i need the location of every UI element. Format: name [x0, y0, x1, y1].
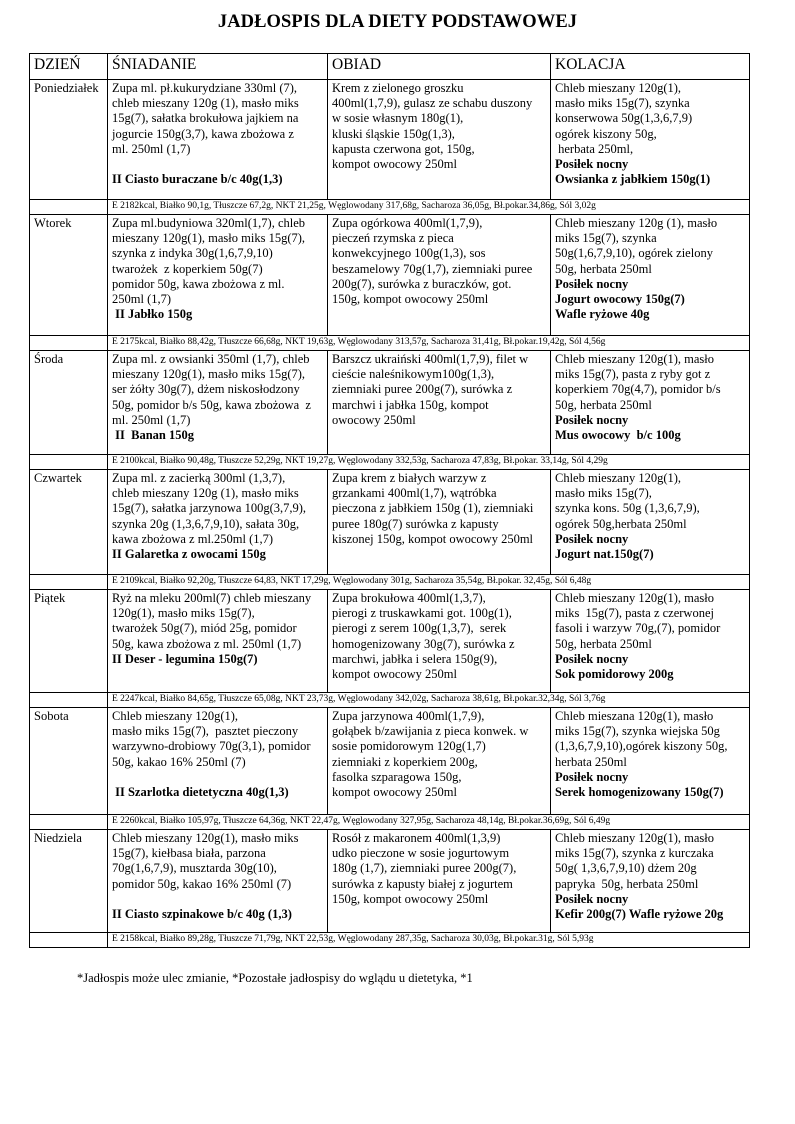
breakfast-cell	[108, 590, 328, 693]
meal-line: chleb mieszany 120g (1), masło miks	[112, 96, 299, 111]
meal-line: Zupa jarzynowa 400ml(1,7,9),	[332, 709, 485, 723]
lunch-cell	[328, 80, 551, 200]
nutrition-row	[30, 575, 750, 590]
meal-line: kompot owocowy 250ml	[332, 785, 457, 800]
meal-line: herbata 250ml	[555, 754, 627, 769]
meal-line: Zupa ml. z zacierką 300ml (1,3,7),	[112, 471, 286, 485]
meal-line-bold: II Galaretka z owocami 150g	[112, 547, 266, 562]
lunch-cell	[328, 351, 551, 455]
meal-line: mieszany 120g(1), masło miks 15g(7),	[112, 231, 306, 246]
meal-line: twarożek z koperkiem 50g(7)	[112, 261, 263, 276]
meal-line: szynka 20g (1,3,6,7,9,10), sałata 30g,	[112, 516, 300, 531]
nutrition-summary: E 2260kcal, Białko 105,97g, Tłuszcze 64,36g, NKT 22,47g, Węglowodany 327,95g, Sacharoza 48,14g, Bł.pokar.36,69g, Sól 6,49g	[108, 815, 750, 830]
meal-line: konwekcyjnego 100g(1,3), sos	[332, 246, 486, 261]
meal-line: beszamelowy 70g(1,7), ziemniaki puree	[332, 261, 533, 276]
day-row	[30, 830, 750, 933]
menu-table	[29, 53, 750, 948]
meal-line	[112, 157, 323, 172]
dinner-cell	[551, 590, 750, 693]
meal-line: miks 15g(7), pasta z ryby got z	[555, 367, 711, 382]
day-row	[30, 351, 750, 455]
meal-line-bold: Owsianka z jabłkiem 150g(1)	[555, 172, 711, 187]
meal-line: 50g(1,6,7,9,10), ogórek zielony	[555, 246, 713, 261]
meal-line: ml. 250ml (1,7)	[112, 141, 191, 156]
meal-line: masło miks 15g(7),	[555, 486, 652, 501]
lunch-cell	[328, 470, 551, 575]
dinner-cell	[551, 351, 750, 455]
nutrition-row	[30, 815, 750, 830]
meal-line: miks 15g(7), pasta z czerwonej	[555, 606, 714, 621]
meal-line-bold: Jogurt owocowy 150g(7)	[555, 292, 685, 307]
meal-line: w sosie własnym 180g(1),	[332, 111, 464, 126]
meal-line: ml. 250ml (1,7)	[112, 412, 191, 427]
meal-line-bold: Posiłek nocny	[555, 769, 629, 784]
header-row	[30, 54, 750, 80]
breakfast-cell	[108, 215, 328, 336]
meal-line: Chleb mieszany 120g(1),	[555, 81, 682, 95]
meal-line: papryka 50g, herbata 250ml	[555, 876, 699, 891]
meal-line: fasolka szparagowa 150g,	[332, 769, 462, 784]
meal-line: Chleb mieszany 120g(1), masło	[555, 352, 714, 366]
meal-line: kluski śląskie 150g(1,3),	[332, 126, 455, 141]
meal-line-bold: II Jabłko 150g	[112, 307, 193, 322]
nutrition-summary: E 2182kcal, Białko 90,1g, Tłuszcze 67,2g, NKT 21,25g, Węglowodany 317,68g, Sacharoza 36,05g, Bł.pokar.34,86g, Sól 3,02g	[108, 200, 750, 215]
nutrition-row	[30, 336, 750, 351]
meal-line: grzankami 400ml(1,7), wątróbka	[332, 486, 497, 501]
nutrition-row	[30, 933, 750, 948]
nutrition-row	[30, 200, 750, 215]
meal-line: 150g, kompot owocowy 250ml	[332, 292, 489, 307]
meal-line: Chleb mieszany 120g(1),	[112, 709, 239, 723]
meal-line: Rosół z makaronem 400ml(1,3,9)	[332, 831, 501, 845]
dinner-cell	[551, 80, 750, 200]
day-name: Środa	[30, 351, 108, 455]
meal-line-bold: Posiłek nocny	[555, 157, 629, 172]
nutrition-spacer	[30, 200, 108, 215]
dinner-cell	[551, 830, 750, 933]
meal-line-bold: II Ciasto buraczane b/c 40g(1,3)	[112, 172, 283, 187]
meal-line: 180g (1,7), ziemniaki puree 200g(7),	[332, 861, 517, 876]
header-lunch: OBIAD	[328, 54, 551, 80]
meal-line: koperkiem 70g(4,7), pomidor b/s	[555, 382, 721, 397]
meal-line: (1,3,6,7,9,10),ogórek kiszony 50g,	[555, 739, 728, 754]
meal-line: twarożek 50g(7), miód 25g, pomidor	[112, 621, 297, 636]
meal-line: Chleb mieszany 120g(1), masło miks	[112, 831, 299, 845]
lunch-cell	[328, 590, 551, 693]
day-row	[30, 590, 750, 693]
meal-line: 15g(7), sałatka brokułowa jajkiem na	[112, 111, 299, 126]
meal-line: Chleb mieszany 120g (1), masło	[555, 216, 718, 230]
meal-line: marchwi, jabłka i selera 150g(9),	[332, 651, 498, 666]
meal-line: sosie pomidorowym 120g(1,7)	[332, 739, 486, 754]
meal-line: miks 15g(7), szynka	[555, 231, 657, 246]
meal-line-bold: II Ciasto szpinakowe b/c 40g (1,3)	[112, 907, 292, 922]
day-name: Czwartek	[30, 470, 108, 575]
day-name: Wtorek	[30, 215, 108, 336]
meal-line: pierogi z serem 100g(1,3,7), serek	[332, 621, 507, 636]
day-name: Sobota	[30, 708, 108, 815]
header-breakfast: ŚNIADANIE	[108, 54, 328, 80]
meal-line: herbata 250ml,	[555, 141, 634, 156]
breakfast-cell	[108, 830, 328, 933]
meal-line: kapusta czerwona got, 150g,	[332, 141, 475, 156]
day-name: Poniedziałek	[30, 80, 108, 200]
meal-line-bold: Posiłek nocny	[555, 651, 629, 666]
meal-line: pomidor 50g, kawa zbożowa z ml.	[112, 276, 285, 291]
meal-line: udko pieczone w sosie jogurtowym	[332, 846, 510, 861]
meal-line	[112, 770, 323, 785]
meal-line-bold: Posiłek nocny	[555, 891, 629, 906]
meal-line: 50g, kawa zbożowa z ml. 250ml (1,7)	[112, 636, 302, 651]
page-title: JADŁOSPIS DLA DIETY PODSTAWOWEJ	[217, 12, 578, 32]
day-name: Piątek	[30, 590, 108, 693]
day-row	[30, 470, 750, 575]
meal-line: kiszonej 150g, kompot owocowy 250ml	[332, 531, 534, 546]
meal-line: ziemniaki z koperkiem 200g,	[332, 754, 478, 769]
meal-line: miks 15g(7), szynka wiejska 50g	[555, 724, 720, 739]
day-row	[30, 215, 750, 336]
nutrition-spacer	[30, 693, 108, 708]
meal-line: ogórek 50g,herbata 250ml	[555, 516, 687, 531]
meal-line: szynka kons. 50g (1,3,6,7,9),	[555, 501, 700, 516]
meal-line	[112, 892, 323, 907]
meal-line: 400ml(1,7,9), gulasz ze schabu duszony	[332, 96, 533, 111]
meal-line: 200g(7), surówka z buraczków, got.	[332, 276, 512, 291]
nutrition-summary: E 2109kcal, Białko 92,20g, Tłuszcze 64,83, NKT 17,29g, Węglowodany 301g, Sacharoza 35,54g, Bł.pokar. 32,45g, Sól 6,48g	[108, 575, 750, 590]
meal-line: 50g, kakao 16% 250ml (7)	[112, 754, 246, 769]
meal-line: miks 15g(7), szynka z kurczaka	[555, 846, 714, 861]
meal-line: pomidor 50g, kakao 16% 250ml (7)	[112, 876, 292, 891]
meal-line: ziemniaki puree 200g(7), surówka z	[332, 382, 513, 397]
breakfast-cell	[108, 470, 328, 575]
nutrition-summary: E 2100kcal, Białko 90,48g, Tłuszcze 52,29g, NKT 19,27g, Węglowodany 332,53g, Sacharoza 47,83g, Bł.pokar. 33,14g, Sól 4,29g	[108, 455, 750, 470]
lunch-cell	[328, 215, 551, 336]
meal-line: Zupa ml.budyniowa 320ml(1,7), chleb	[112, 216, 306, 230]
breakfast-cell	[108, 80, 328, 200]
meal-line: 50g, herbata 250ml	[555, 636, 652, 651]
nutrition-row	[30, 455, 750, 470]
meal-line-bold: II Banan 150g	[112, 428, 194, 443]
meal-line: masło miks 15g(7), pasztet pieczony	[112, 724, 299, 739]
nutrition-spacer	[30, 815, 108, 830]
nutrition-row	[30, 693, 750, 708]
meal-line: owocowy 250ml	[332, 412, 416, 427]
meal-line: Krem z zielonego groszku	[332, 81, 464, 95]
nutrition-spacer	[30, 455, 108, 470]
meal-line: fasoli i warzyw 70g,(7), pomidor	[555, 621, 721, 636]
meal-line: 70g(1,6,7,9), musztarda 30g(10),	[112, 861, 277, 876]
meal-line: gołąbek b/zawijania z pieca konwek. w	[332, 724, 529, 739]
footnote: *Jadłospis może ulec zmianie, *Pozostałe jadłospisy do wglądu u dietetyka, *1	[77, 971, 473, 985]
dinner-cell	[551, 708, 750, 815]
meal-line: kompot owocowy 250ml	[332, 157, 457, 172]
meal-line-bold: Sok pomidorowy 200g	[555, 667, 674, 682]
meal-line-bold: Kefir 200g(7) Wafle ryżowe 20g	[555, 907, 724, 922]
meal-line: 15g(7), sałatka jarzynowa 100g(3,7,9),	[112, 501, 307, 516]
meal-line: surówka z kapusty białej z jogurtem	[332, 876, 513, 891]
header-day: DZIEŃ	[30, 54, 108, 80]
meal-line: Barszcz ukraiński 400ml(1,7,9), filet w	[332, 352, 529, 366]
nutrition-spacer	[30, 575, 108, 590]
meal-line: mieszany 120g(1), masło miks 15g(7),	[112, 367, 306, 382]
meal-line-bold: Posiłek nocny	[555, 531, 629, 546]
meal-line: marchwi i jabłka 150g, kompot	[332, 397, 489, 412]
meal-line: 120g(1), masło miks 15g(7),	[112, 606, 255, 621]
day-row	[30, 708, 750, 815]
meal-line: Chleb mieszany 120g(1), masło	[555, 831, 714, 845]
meal-line-bold: Serek homogenizowany 150g(7)	[555, 785, 724, 800]
nutrition-summary: E 2158kcal, Białko 89,28g, Tłuszcze 71,79g, NKT 22,53g, Węglowodany 287,35g, Sacharoza 30,03g, Bł.pokar.31g, Sól 5,93g	[108, 933, 750, 948]
meal-line: chleb mieszany 120g (1), masło miks	[112, 486, 299, 501]
meal-line-bold: Posiłek nocny	[555, 276, 629, 291]
dinner-cell	[551, 470, 750, 575]
header-dinner: KOLACJA	[551, 54, 750, 80]
meal-line: Zupa ml. z owsianki 350ml (1,7), chleb	[112, 352, 310, 366]
meal-line: kompot owocowy 250ml	[332, 667, 457, 682]
lunch-cell	[328, 830, 551, 933]
meal-line: Zupa ogórkowa 400ml(1,7,9),	[332, 216, 483, 230]
meal-line: puree 180g(7) surówka z kapusty	[332, 516, 499, 531]
breakfast-cell	[108, 708, 328, 815]
meal-line: pierogi z truskawkami got. 100g(1),	[332, 606, 512, 621]
menu-body	[30, 80, 750, 948]
meal-line: szynka z indyka 30g(1,6,7,9,10)	[112, 246, 273, 261]
nutrition-summary: E 2247kcal, Białko 84,65g, Tłuszcze 65,08g, NKT 23,73g, Węglowodany 342,02g, Sacharoza 38,61g, Bł.pokar.32,34g, Sól 3,76g	[108, 693, 750, 708]
breakfast-cell	[108, 351, 328, 455]
meal-line-bold: Jogurt nat.150g(7)	[555, 547, 654, 562]
nutrition-spacer	[30, 933, 108, 948]
meal-line: kawa zbożowa z ml.250ml (1,7)	[112, 531, 274, 546]
meal-line-bold: Posiłek nocny	[555, 412, 629, 427]
meal-line: 250ml (1,7)	[112, 292, 172, 307]
meal-line: 150g, kompot owocowy 250ml	[332, 891, 489, 906]
dinner-cell	[551, 215, 750, 336]
meal-line: homogenizowany 30g(7), surówka z	[332, 636, 515, 651]
meal-line: masło miks 15g(7), szynka	[555, 96, 690, 111]
meal-line: Zupa ml. pł.kukurydziane 330ml (7),	[112, 81, 298, 95]
meal-line: Chleb mieszany 120g(1),	[555, 471, 682, 485]
meal-line-bold: Wafle ryżowe 40g	[555, 307, 650, 322]
meal-line: pieczona z jabłkiem 150g (1), ziemniaki	[332, 501, 534, 516]
meal-line: Ryż na mleku 200ml(7) chleb mieszany	[112, 591, 312, 605]
meal-line: Zupa brokułowa 400ml(1,3,7),	[332, 591, 486, 605]
meal-line: pieczeń rzymska z pieca	[332, 231, 454, 246]
meal-line: warzywno-drobiowy 70g(3,1), pomidor	[112, 739, 311, 754]
meal-line-bold: Mus owocowy b/c 100g	[555, 428, 681, 443]
meal-line: Zupa krem z białych warzyw z	[332, 471, 487, 485]
meal-line: 50g, herbata 250ml	[555, 261, 652, 276]
nutrition-summary: E 2175kcal, Białko 88,42g, Tłuszcze 66,68g, NKT 19,63g, Węglowodany 313,57g, Sacharoza 31,41g, Bł.pokar.19,42g, Sól 4,56g	[108, 336, 750, 351]
meal-line: konserwowa 50g(1,3,6,7,9)	[555, 111, 693, 126]
meal-line-bold: II Deser - legumina 150g(7)	[112, 651, 258, 666]
lunch-cell	[328, 708, 551, 815]
meal-line: ser żółty 30g(7), dżem niskosłodzony	[112, 382, 300, 397]
meal-line: jogurcie 150g(3,7), kawa zbożowa z	[112, 126, 294, 141]
meal-line: 50g( 1,3,6,7,9,10) dżem 20g	[555, 861, 697, 876]
nutrition-spacer	[30, 336, 108, 351]
meal-line-bold: II Szarlotka dietetyczna 40g(1,3)	[112, 785, 289, 800]
meal-line: cieście naleśnikowym100g(1,3),	[332, 367, 495, 382]
meal-line: 50g, herbata 250ml	[555, 397, 652, 412]
meal-line: Chleb mieszana 120g(1), masło	[555, 709, 714, 723]
meal-line: Chleb mieszany 120g(1), masło	[555, 591, 714, 605]
day-name: Niedziela	[30, 830, 108, 933]
meal-line: 50g, pomidor b/s 50g, kawa zbożowa z	[112, 397, 311, 412]
day-row	[30, 80, 750, 200]
meal-line: ogórek kiszony 50g,	[555, 126, 657, 141]
meal-line: 15g(7), kiełbasa biała, parzona	[112, 846, 266, 861]
